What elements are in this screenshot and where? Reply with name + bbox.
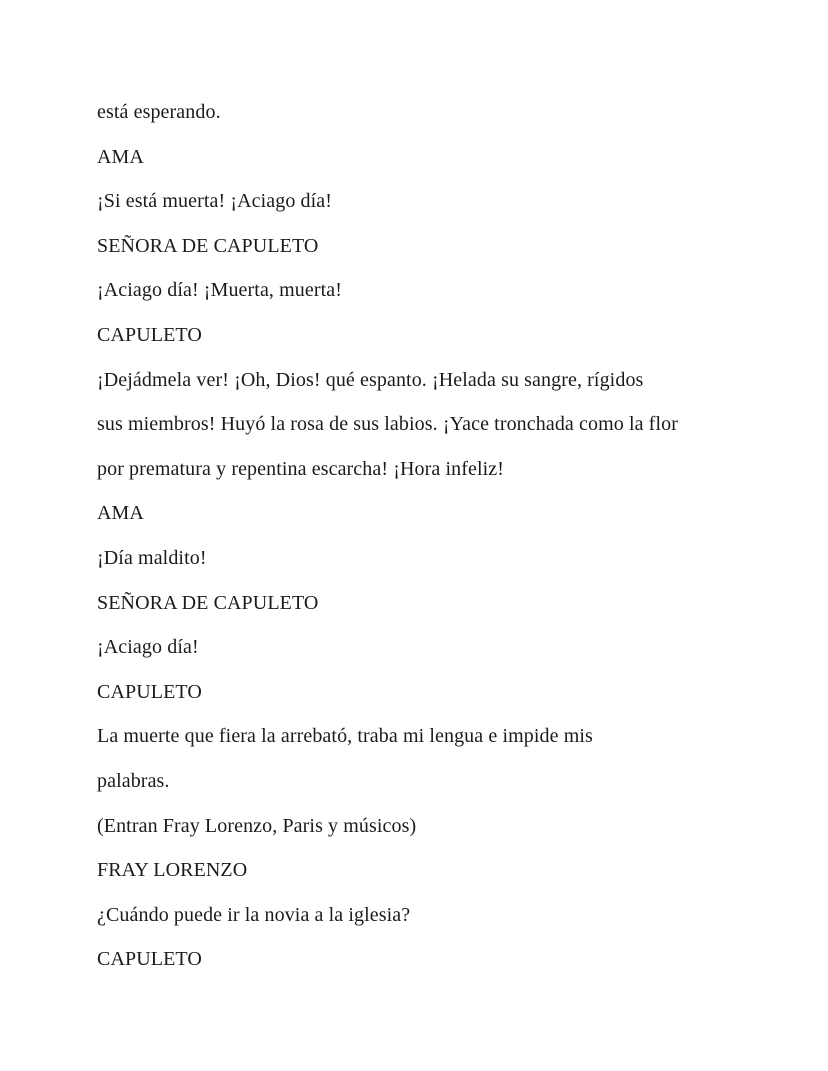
- dialogue-line: sus miembros! Huyó la rosa de sus labios. ¡Yace tronchada como la flor: [97, 413, 678, 436]
- dialogue-line: ¿Cuándo puede ir la novia a la iglesia?: [97, 903, 411, 926]
- speaker-name: CAPULETO: [97, 680, 202, 703]
- speaker-name: FRAY LORENZO: [97, 859, 248, 882]
- speaker-name: CAPULETO: [97, 323, 202, 346]
- dialogue-line: palabras.: [97, 769, 170, 792]
- speaker-name: AMA: [97, 145, 144, 168]
- dialogue-line: La muerte que fiera la arrebató, traba mi lengua e impide mis: [97, 725, 593, 748]
- dialogue-line: ¡Si está muerta! ¡Aciago día!: [97, 190, 333, 213]
- dialogue-line: ¡Aciago día!: [97, 636, 199, 659]
- script-text-block: [97, 90, 788, 982]
- speaker-name: SEÑORA DE CAPULETO: [97, 591, 319, 614]
- dialogue-line: ¡Día maldito!: [97, 546, 207, 569]
- speaker-name: CAPULETO: [97, 948, 202, 971]
- dialogue-line: está esperando.: [97, 101, 221, 123]
- dialogue-line: ¡Dejádmela ver! ¡Oh, Dios! qué espanto. ¡Helada su sangre, rígidos: [97, 368, 644, 391]
- dialogue-line: por prematura y repentina escarcha! ¡Hora infeliz!: [97, 457, 505, 480]
- speaker-name: SEÑORA DE CAPULETO: [97, 234, 319, 257]
- dialogue-line: ¡Aciago día! ¡Muerta, muerta!: [97, 279, 343, 302]
- stage-direction: (Entran Fray Lorenzo, Paris y músicos): [97, 814, 417, 837]
- speaker-name: AMA: [97, 502, 144, 525]
